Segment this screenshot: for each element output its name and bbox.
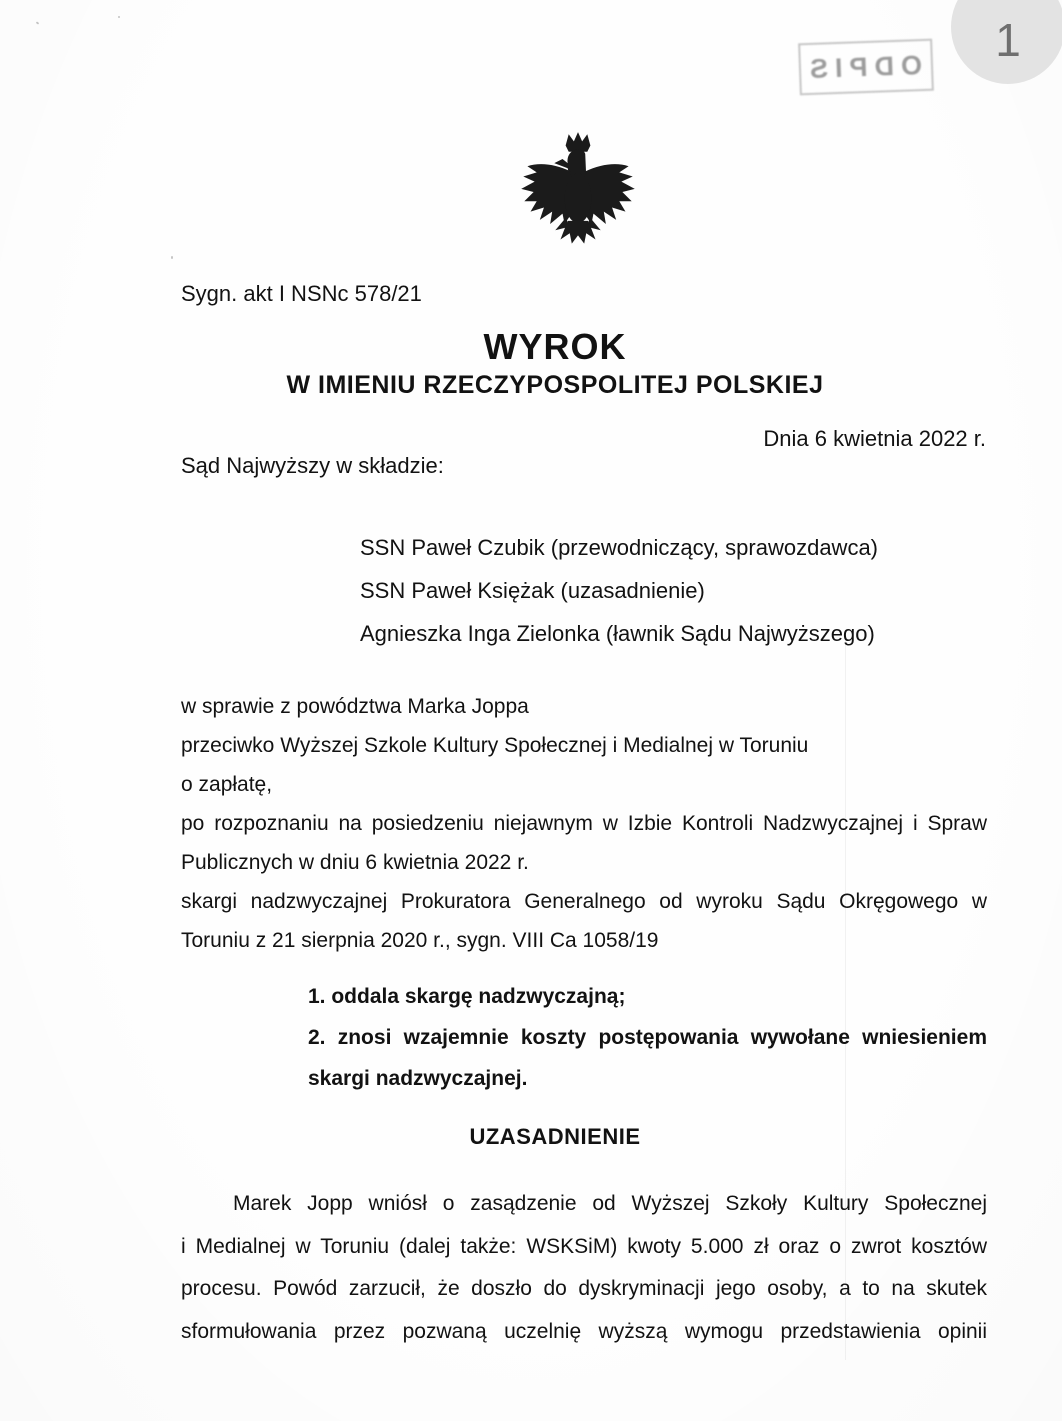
ruling-block	[308, 976, 987, 1099]
page-number-badge	[951, 0, 1062, 84]
odpis-stamp-label: ODPIS	[802, 49, 923, 84]
judge-line: SSN Paweł Księżak (uzasadnienie)	[360, 578, 705, 603]
case-description-line: w sprawie z powództwa Marka Joppa	[181, 695, 529, 718]
page-number-label: 1	[995, 14, 1021, 66]
document-subtitle: W IMIENIU RZECZYPOSPOLITEJ POLSKIEJ	[286, 371, 824, 399]
case-description-line: o zapłatę,	[181, 773, 273, 796]
scan-speck	[36, 21, 40, 24]
document-title: WYROK	[483, 326, 627, 367]
case-description-line: po rozpoznaniu na posiedzeniu niejawnym w Izbie Kontroli Nadzwyczajnej i Spraw	[181, 812, 987, 835]
judges-panel	[360, 526, 878, 655]
case-number: Sygn. akt I NSNc 578/21	[181, 281, 422, 306]
polish-eagle-emblem-icon	[514, 128, 642, 256]
judge-line: SSN Paweł Czubik (przewodniczący, sprawozdawca)	[360, 535, 879, 560]
case-description-line: skargi nadzwyczajnej Prokuratora Generalnego od wyroku Sądu Okręgowego w	[181, 890, 987, 913]
justification-paragraph	[181, 1183, 987, 1353]
justification-line: i Medialnej w Toruniu (dalej także: WSKSiM) kwoty 5.000 zł oraz o zwrot kosztów	[181, 1234, 987, 1258]
scan-speck	[171, 256, 173, 259]
panel-intro: Sąd Najwyższy w składzie:	[181, 453, 444, 478]
justification-heading: UZASADNIENIE	[469, 1124, 641, 1149]
case-description	[181, 687, 987, 960]
judgment-date: Dnia 6 kwietnia 2022 r.	[763, 426, 986, 451]
justification-line: sformułowania przez pozwaną uczelnię wyższą wymogu przedstawienia opinii	[181, 1319, 987, 1343]
judge-line: Agnieszka Inga Zielonka (ławnik Sądu Najwyższego)	[360, 621, 875, 646]
case-description-line: Toruniu z 21 sierpnia 2020 r., sygn. VIII Ca 1058/19	[181, 929, 659, 952]
case-description-line: przeciwko Wyższej Szkole Kultury Społecznej i Medialnej w Toruniu	[181, 734, 809, 757]
odpis-stamp	[798, 39, 934, 96]
scan-speck	[118, 16, 120, 18]
ruling-line: 2. znosi wzajemnie koszty postępowania wywołane wniesieniem	[308, 1026, 987, 1049]
case-description-line: Publicznych w dniu 6 kwietnia 2022 r.	[181, 851, 529, 874]
ruling-line: skargi nadzwyczajnej.	[308, 1067, 528, 1090]
justification-line: procesu. Powód zarzucił, że doszło do dyskryminacji jego osoby, a to na skutek	[181, 1277, 987, 1300]
justification-line: Marek Jopp wniósł o zasądzenie od Wyższej Szkoły Kultury Społecznej	[233, 1192, 987, 1215]
ruling-line: 1. oddala skargę nadzwyczajną;	[308, 985, 626, 1008]
